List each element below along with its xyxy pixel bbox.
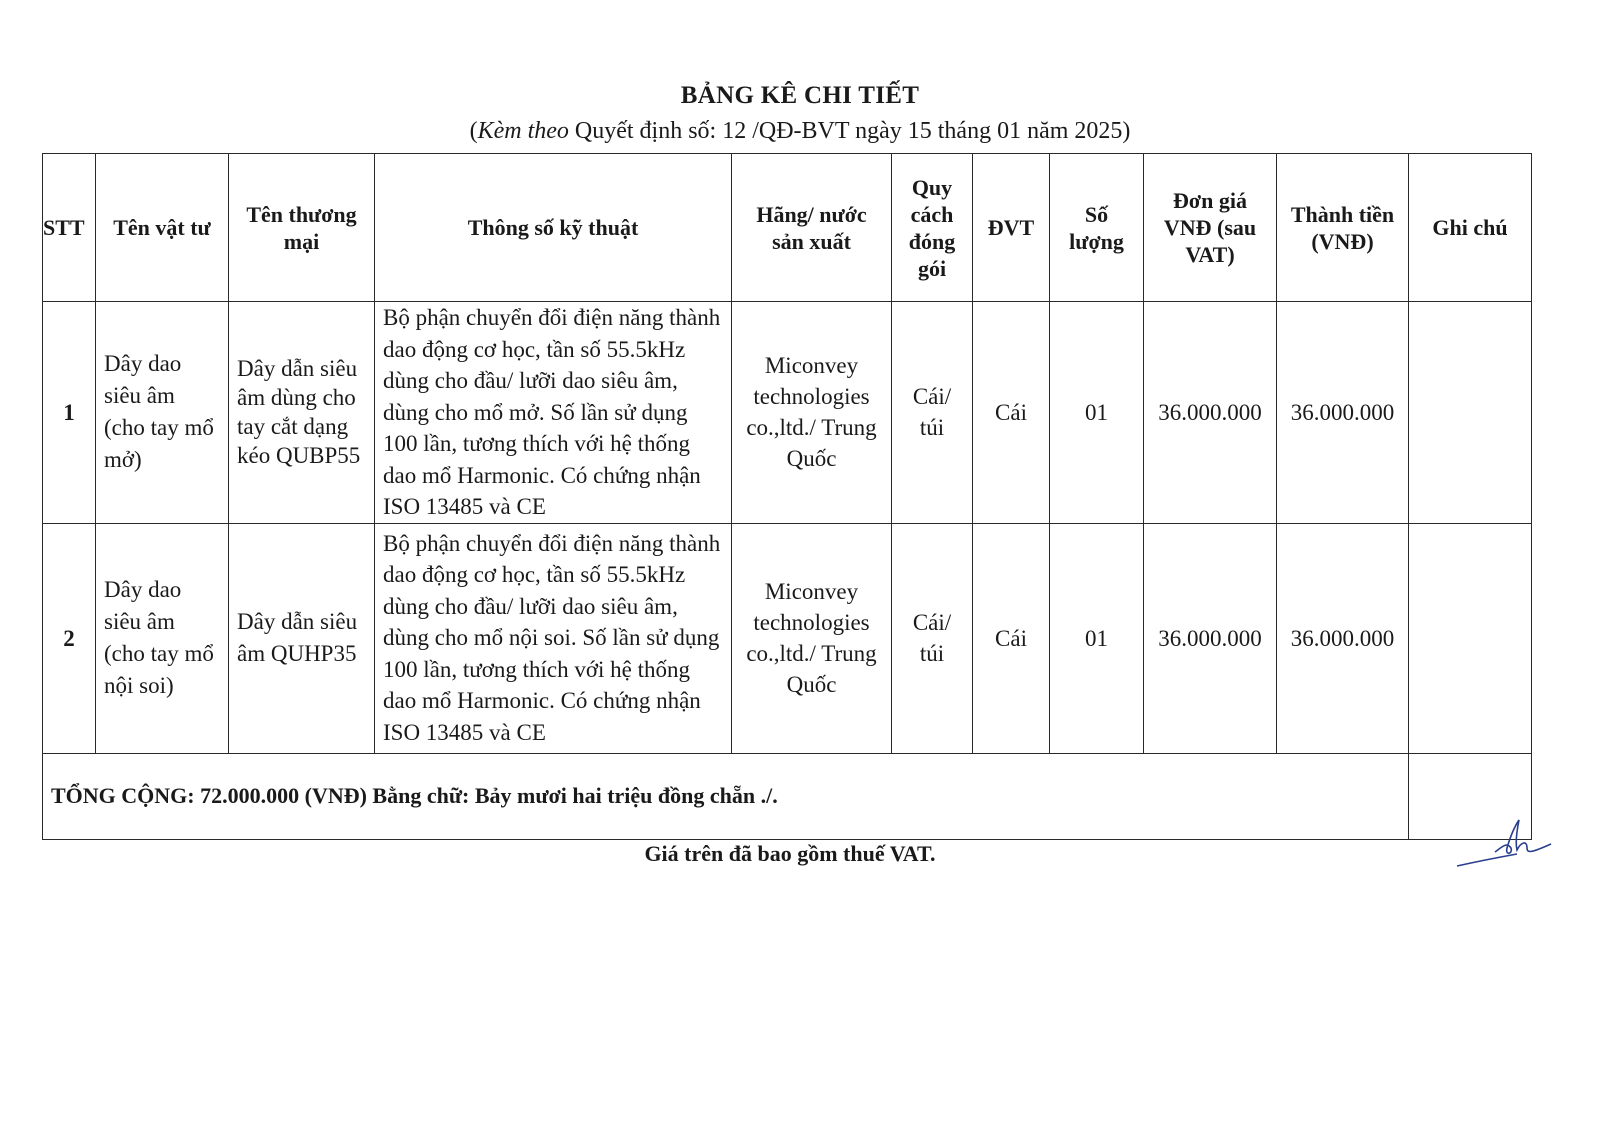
- subtitle-open: (: [469, 118, 478, 144]
- cell-ten-thuong-mai: Dây dẫn siêu âm dùng cho tay cắt dạng kéo QUBP55: [229, 302, 375, 524]
- vat-note: Giá trên đã bao gồm thuế VAT.: [644, 841, 936, 866]
- subtitle-italic: Kèm theo: [477, 118, 569, 144]
- cell-hang-nuoc: Miconvey technologies co.,ltd./ Trung Quốc: [732, 523, 892, 753]
- cell-thanh-tien: 36.000.000: [1277, 523, 1409, 753]
- cell-so-luong: 01: [1050, 302, 1144, 524]
- cell-hang-nuoc: Miconvey technologies co.,ltd./ Trung Quốc: [732, 302, 892, 524]
- header-hang-nuoc: Hãng/ nước sản xuất: [732, 154, 892, 302]
- subtitle-rest: Quyết định số: 12 /QĐ-BVT ngày 15 tháng 01 năm 2025): [568, 118, 1131, 144]
- cell-ten-vat-tu: Dây dao siêu âm (cho tay mổ mở): [96, 302, 229, 524]
- cell-quy-cach: Cái/ túi: [892, 523, 973, 753]
- table-header-row: [43, 154, 1532, 302]
- header-ghi-chu: Ghi chú: [1409, 154, 1532, 302]
- document-title: BẢNG KÊ CHI TIẾT: [680, 82, 920, 109]
- header-don-gia: Đơn giá VNĐ (sau VAT): [1144, 154, 1277, 302]
- document-subtitle: [0, 118, 1600, 145]
- header-quy-cach: Quy cách đóng gói: [892, 154, 973, 302]
- header-dvt: ĐVT: [973, 154, 1050, 302]
- header-ten-thuong-mai: Tên thương mại: [229, 154, 375, 302]
- cell-thong-so: Bộ phận chuyển đổi điện năng thành dao động cơ học, tần số 55.5kHz dùng cho đầu/ lưỡi dao siêu âm, dùng cho mổ nội soi. Số lần sử dụng 100 lần, tương thích với hệ thống dao mổ Harmonic. Có chứng nhận ISO 13485 và CE: [375, 523, 732, 753]
- cell-stt: 2: [43, 523, 96, 753]
- table-row: [43, 523, 1532, 753]
- cell-thanh-tien: 36.000.000: [1277, 302, 1409, 524]
- header-ten-vat-tu: Tên vật tư: [96, 154, 229, 302]
- cell-dvt: Cái: [973, 302, 1050, 524]
- cell-stt: 1: [43, 302, 96, 524]
- total-amount: TỔNG CỘNG: 72.000.000 (VNĐ) Bằng chữ: Bảy mươi hai triệu đồng chẵn ./.: [43, 753, 1409, 839]
- header-so-luong: Số lượng: [1050, 154, 1144, 302]
- cell-ghi-chu: [1409, 302, 1532, 524]
- cell-don-gia: 36.000.000: [1144, 302, 1277, 524]
- table-row: [43, 302, 1532, 524]
- cell-thong-so: Bộ phận chuyển đổi điện năng thành dao động cơ học, tần số 55.5kHz dùng cho đầu/ lưỡi dao siêu âm, dùng cho mổ mở. Số lần sử dụng 100 lần, tương thích với hệ thống dao mổ Harmonic. Có chứng nhận ISO 13485 và CE: [375, 302, 732, 524]
- cell-ghi-chu: [1409, 523, 1532, 753]
- cell-ten-thuong-mai: Dây dẫn siêu âm QUHP35: [229, 523, 375, 753]
- header-thong-so: Thông số kỹ thuật: [375, 154, 732, 302]
- total-row: [43, 753, 1532, 839]
- cell-quy-cach: Cái/ túi: [892, 302, 973, 524]
- header-stt: STT: [43, 154, 96, 302]
- cell-so-luong: 01: [1050, 523, 1144, 753]
- cell-don-gia: 36.000.000: [1144, 523, 1277, 753]
- cell-ten-vat-tu: Dây dao siêu âm (cho tay mổ nội soi): [96, 523, 229, 753]
- header-thanh-tien: Thành tiền (VNĐ): [1277, 154, 1409, 302]
- initials-signature: [1455, 818, 1565, 878]
- cell-dvt: Cái: [973, 523, 1050, 753]
- detail-table: [42, 153, 1532, 840]
